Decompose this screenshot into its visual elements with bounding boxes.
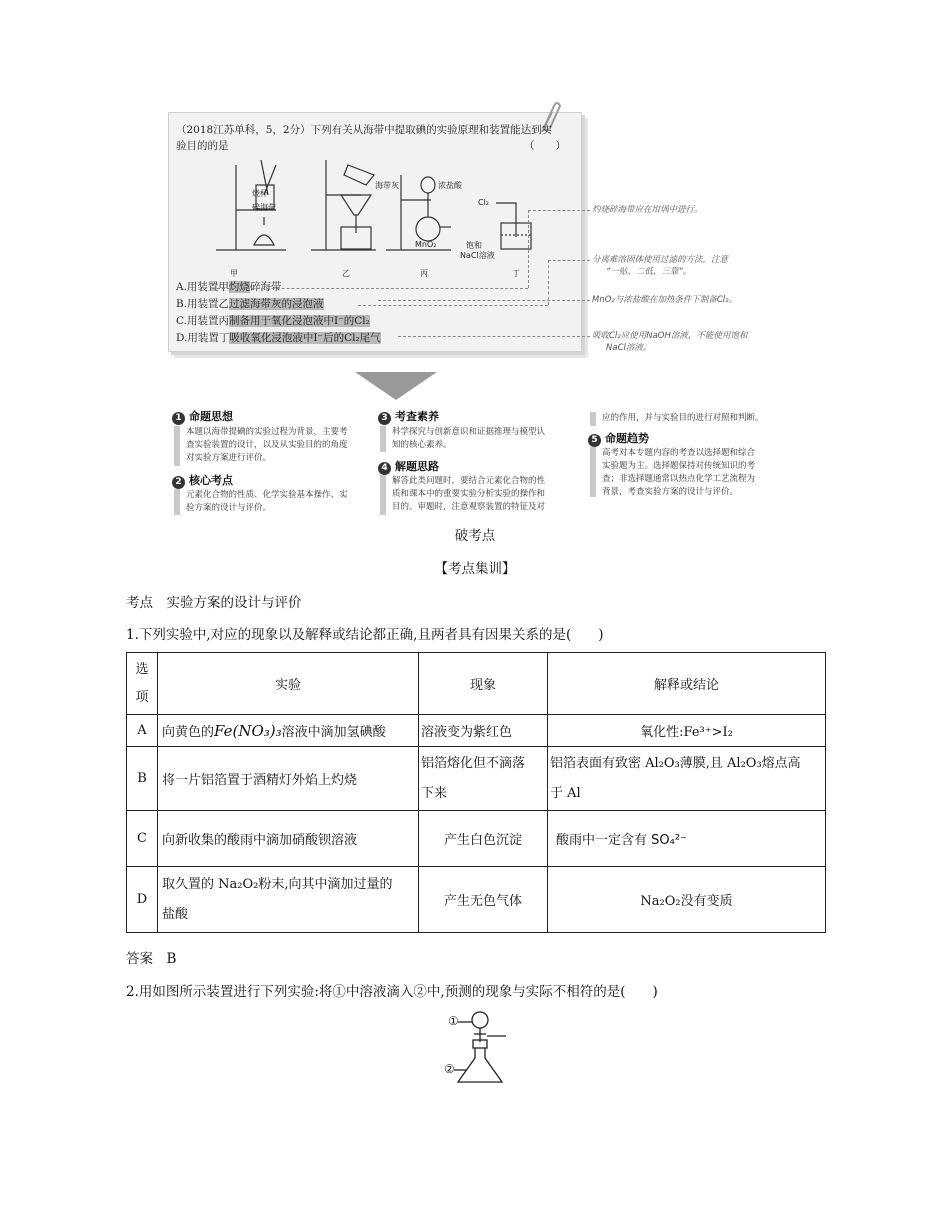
table-cell-experiment: 取久置的 Na₂O₂粉末,向其中滴加过量的 盐酸 — [158, 867, 419, 933]
table-cell-phenomenon: 溶液变为紫红色 — [419, 715, 548, 747]
connector-line — [358, 305, 548, 306]
table-cell-conclusion: 氧化性:Fe³⁺>I₂ — [548, 715, 826, 747]
label-seaweed: 碎海带 — [252, 203, 276, 212]
formula: Fe(NO₃)₃ — [214, 722, 282, 740]
table-row — [127, 867, 826, 933]
connector-line — [528, 210, 529, 288]
note-yi-2: “一贴、二低、三靠”。 — [606, 267, 692, 277]
apparatus-diagram — [176, 155, 576, 270]
analysis-section-5 — [588, 430, 649, 447]
analysis-section-3-body: 科学探究与创新意识和证据推理与模型认 知的核心素养。 — [392, 427, 546, 450]
option-c: C.用装置丙制备用于氧化浸泡液中I⁻的Cl₂ — [176, 315, 370, 327]
analysis-section-5-body: 高考对本专题内容的考查以选择题和综合 实验题为主。选择题保持对传统知识的考 查；非选择题通常以热点化学工艺流程为 背景，考查实验方案的设计与评价。 — [602, 448, 756, 497]
section-title: 命题思想 — [189, 410, 233, 423]
number-circle-icon: 2 — [172, 476, 185, 489]
table-row — [127, 811, 826, 867]
connector-line — [378, 300, 590, 301]
question-2: 2.用如图所示装置进行下列实验:将①中溶液滴入②中,预测的现象与实际不相符的是( ) — [126, 984, 658, 1000]
analysis-section-3 — [378, 408, 439, 425]
table-row — [127, 747, 826, 811]
down-arrow-icon — [380, 426, 386, 452]
table-cell-option: C — [127, 811, 158, 867]
table-cell-conclusion: 酸雨中一定含有 SO₄²⁻ — [548, 811, 826, 867]
note-ding-1: 吸收Cl₂应使用NaOH溶液，不能使用饱和 — [592, 331, 748, 341]
table-cell-conclusion: 铝箔表面有致密 Al₂O₃薄膜,且 Al₂O₃熔点高 于 Al — [548, 747, 826, 811]
analysis-section-4-body: 解答此类问题时，要结合元素化合物的性 质和课本中的重要实验分析实验的操作和 目的。审题时，注意观察装置的特征及对 — [392, 476, 546, 512]
heading-break-kaodian: 破考点 — [454, 528, 496, 544]
label-jia: 甲 — [230, 269, 238, 278]
note-bing: MnO₂与浓盐酸在加热条件下制备Cl₂。 — [592, 295, 738, 305]
down-arrow-icon — [380, 475, 386, 515]
table-cell-experiment: 向黄色的Fe(NO₃)₃溶液中滴加氢碘酸 — [158, 715, 419, 747]
down-arrow-icon — [590, 447, 596, 497]
table-row — [127, 715, 826, 747]
number-circle-icon: 1 — [172, 412, 185, 425]
table-cell-experiment: 向新收集的酸雨中滴加硝酸钡溶液 — [158, 811, 419, 867]
table-cell-phenomenon: 产生白色沉淀 — [419, 811, 548, 867]
number-circle-icon: 3 — [378, 412, 391, 425]
number-circle-icon: 5 — [588, 434, 601, 447]
formula: SO₄²⁻ — [651, 833, 687, 848]
section-title: 考查素养 — [395, 410, 439, 423]
analysis-section-2-body: 元素化合物的性质、化学实验基本操作、实 验方案的设计与评价。 — [186, 490, 348, 513]
table-cell-option: B — [127, 747, 158, 811]
section-title: 命题趋势 — [605, 432, 649, 445]
apparatus-ding — [496, 203, 531, 249]
apparatus-yi — [311, 160, 376, 250]
analysis-section-2 — [172, 472, 233, 489]
connector-line — [212, 288, 528, 289]
table-header-phenomenon: 现象 — [419, 653, 548, 715]
down-arrow-icon — [174, 489, 180, 515]
question-1-table — [126, 652, 826, 933]
number-circle-icon: 4 — [378, 462, 391, 475]
note-yi-1: 分离难溶固体使用过滤的方法，注意 — [592, 255, 729, 265]
label-ding: 丁 — [512, 269, 520, 278]
table-header-experiment: 实验 — [158, 653, 419, 715]
down-arrow-icon — [174, 426, 180, 466]
analysis-section-1 — [172, 408, 233, 425]
figure-question-line1: （2018江苏单科，5，2分）下列有关从海带中提取碘的实验原理和装置能达到实 — [176, 124, 553, 136]
table-header-conclusion: 解释或结论 — [548, 653, 826, 715]
table-header-row — [127, 653, 826, 715]
label-cl2: Cl₂ — [478, 198, 490, 207]
label-nacl-1: 饱和 — [466, 241, 482, 250]
connector-line — [528, 210, 590, 211]
label-ash: 海带灰 — [375, 181, 399, 190]
table-cell-conclusion: Na₂O₂没有变质 — [548, 867, 826, 933]
label-bing: 丙 — [420, 269, 428, 278]
heading-kaodian-jixun: 【考点集训】 — [434, 561, 516, 577]
label-nacl-2: NaCl溶液 — [460, 251, 495, 260]
analysis-section-4-continued: 应的作用，并与实验目的进行对照和判断。 — [602, 413, 764, 423]
table-cell-phenomenon: 铝箔熔化但不滴落 下来 — [419, 747, 548, 811]
option-d: D.用装置丁吸收氧化浸泡液中I⁻后的Cl₂尾气 — [176, 332, 381, 344]
table-header-option: 选 项 — [127, 653, 158, 715]
section-title: 核心考点 — [189, 474, 233, 487]
label-beaker: 烧杯 — [252, 189, 268, 198]
analysis-section-4 — [378, 458, 439, 475]
table-cell-phenomenon: 产生无色气体 — [419, 867, 548, 933]
connector-line — [398, 336, 590, 337]
figure-question-paren: （ ） — [524, 140, 566, 152]
label-mno2: MnO₂ — [415, 240, 437, 249]
option-a: A.用装置甲灼烧碎海带 — [176, 281, 282, 293]
down-arrow-icon — [590, 412, 596, 426]
question-1: 1.下列实验中,对应的现象以及解释或结论都正确,且两者具有因果关系的是( ) — [126, 627, 604, 643]
analysis-section-1-body: 本题以海带提碘的实验过程为背景，主要考 查实验装置的设计，以及从实验目的的角度 对实验方案进行评价。 — [186, 427, 348, 463]
table-cell-option: A — [127, 715, 158, 747]
chevron-down-icon — [355, 372, 437, 400]
label-2: ② — [444, 1062, 455, 1076]
kaodian-title: 考点 实验方案的设计与评价 — [126, 595, 302, 611]
label-1: ① — [448, 1014, 459, 1028]
connector-line — [548, 260, 590, 261]
figure-question-line2: 验目的的是 — [176, 140, 229, 152]
answer: 答案 B — [126, 951, 177, 967]
label-yi: 乙 — [342, 269, 350, 278]
section-title: 解题思路 — [395, 460, 439, 473]
connector-line — [548, 260, 549, 305]
table-cell-experiment: 将一片铝箔置于酒精灯外焰上灼烧 — [158, 747, 419, 811]
table-cell-option: D — [127, 867, 158, 933]
note-jia: 灼烧碎海带应在坩埚中进行。 — [592, 205, 703, 215]
note-ding-2: NaCl溶液。 — [606, 343, 652, 353]
label-hcl: 浓盐酸 — [438, 181, 462, 190]
option-b: B.用装置乙过滤海带灰的浸泡液 — [176, 298, 324, 310]
